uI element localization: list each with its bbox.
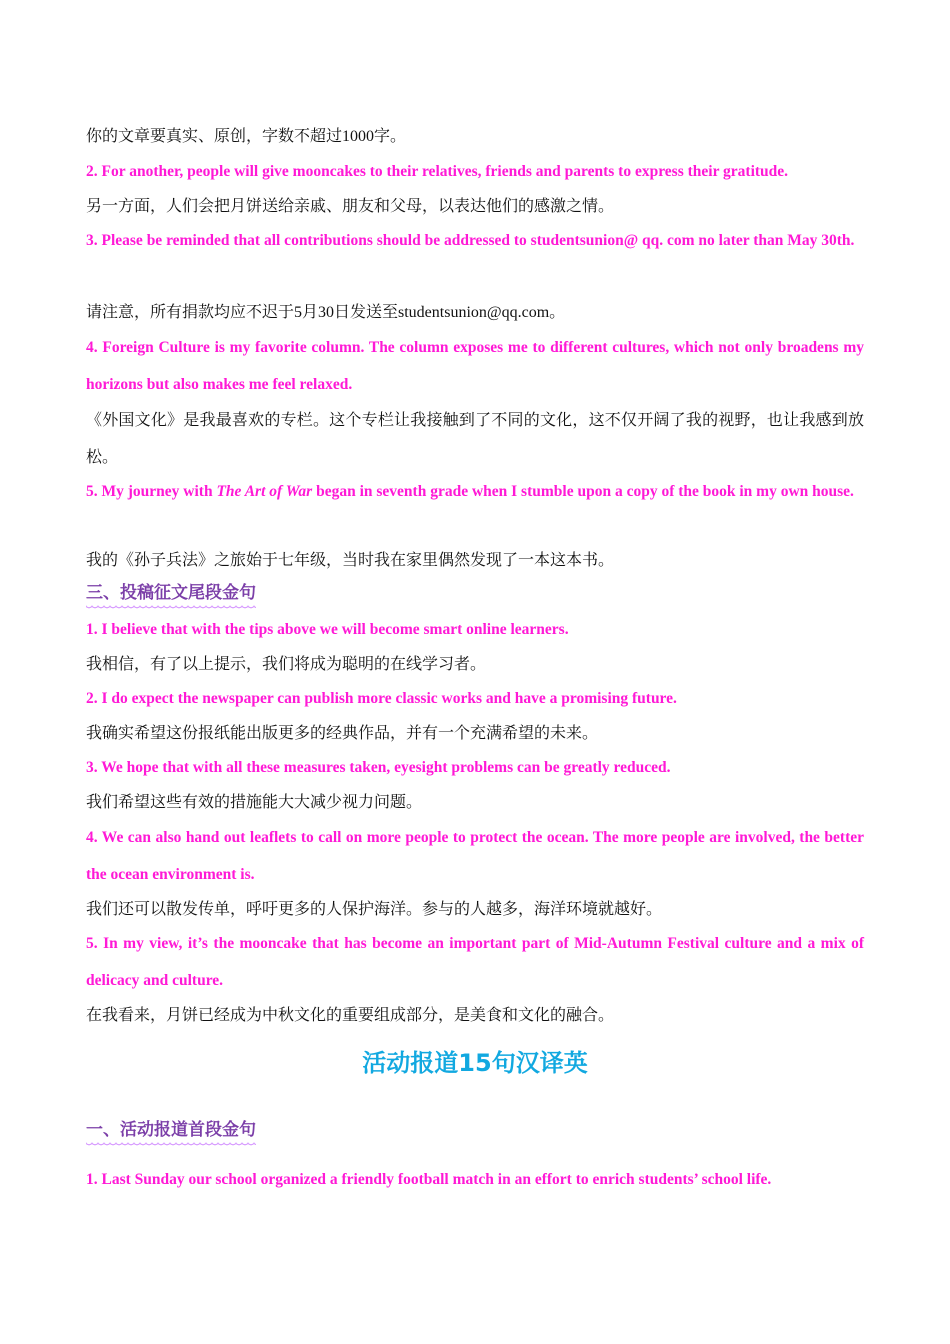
ending-chinese-5: 在我看来，月饼已经成为中秋文化的重要组成部分，是美食和文化的融合。 [86,1007,615,1024]
english-sentence-2: 2. For another, people will give mooncakes to their relatives, friends and parents to express their gratitude. [86,163,789,180]
ending-chinese-2: 我确实希望这份报纸能出版更多的经典作品，并有一个充满希望的未来。 [86,725,599,742]
ending-english-3: 3. We hope that with all these measures taken, eyesight problems can be greatly reduced. [86,759,671,776]
intro-chinese-line: 你的文章要真实、原创，字数不超过1000字。 [86,128,407,145]
chinese-translation-5: 我的《孙子兵法》之旅始于七年级，当时我在家里偶然发现了一本这本书。 [86,552,615,569]
report-english-1: 1. Last Sunday our school organized a friendly football match in an effort to enrich students’ school life. [86,1171,772,1188]
chinese-translation-3: 请注意，所有捐款均应不迟于5月30日发送至studentsunion@qq.com。 [86,304,566,321]
english-sentence-4: 4. Foreign Culture is my favorite column. The column exposes me to different cultures, which not only broadens my horizons but also makes me feel relaxed. [86,339,864,393]
chinese-translation-2: 另一方面，人们会把月饼送给亲戚、朋友和父母，以表达他们的感激之情。 [86,198,615,215]
english-sentence-5 [86,473,864,510]
section-heading-ending [86,582,256,611]
ending-english-2: 2. I do expect the newspaper can publish more classic works and have a promising future. [86,690,677,707]
ending-chinese-1: 我相信，有了以上提示，我们将成为聪明的在线学习者。 [86,656,487,673]
section-heading-report-opening-text: 一、活动报道首段金句 [86,1120,256,1140]
ending-english-4: 4. We can also hand out leaflets to call on more people to protect the ocean. The more people are involved, the better the ocean environment is. [86,829,864,883]
english-sentence-5-part-a: 5. My journey with [86,483,217,500]
book-title-italic: The Art of War [216,483,313,500]
english-sentence-3: 3. Please be reminded that all contributions should be addressed to studentsunion@ qq. com no later than May 30th. [86,232,855,249]
english-sentence-5-part-b: began in seventh grade when I stumble upon a copy of the book in my own house. [312,483,854,500]
ending-chinese-3: 我们希望这些有效的措施能大大减少视力问题。 [86,794,423,811]
ending-english-1: 1. I believe that with the tips above we will become smart online learners. [86,621,569,638]
ending-english-5: 5. In my view, it’s the mooncake that has become an important part of Mid-Autumn Festival culture and a mix of delicacy and culture. [86,935,864,989]
section-heading-ending-text: 三、投稿征文尾段金句 [86,583,256,603]
chinese-translation-4: 《外国文化》是我最喜欢的专栏。这个专栏让我接触到了不同的文化，这不仅开阔了我的视野，也让我感到放松。 [86,412,864,466]
wavy-underline [86,1142,256,1148]
report-title: 活动报道15句汉译英 [362,1049,588,1077]
section-heading-report-opening [86,1119,256,1148]
ending-chinese-4: 我们还可以散发传单，呼吁更多的人保护海洋。参与的人越多，海洋环境就越好。 [86,901,663,918]
